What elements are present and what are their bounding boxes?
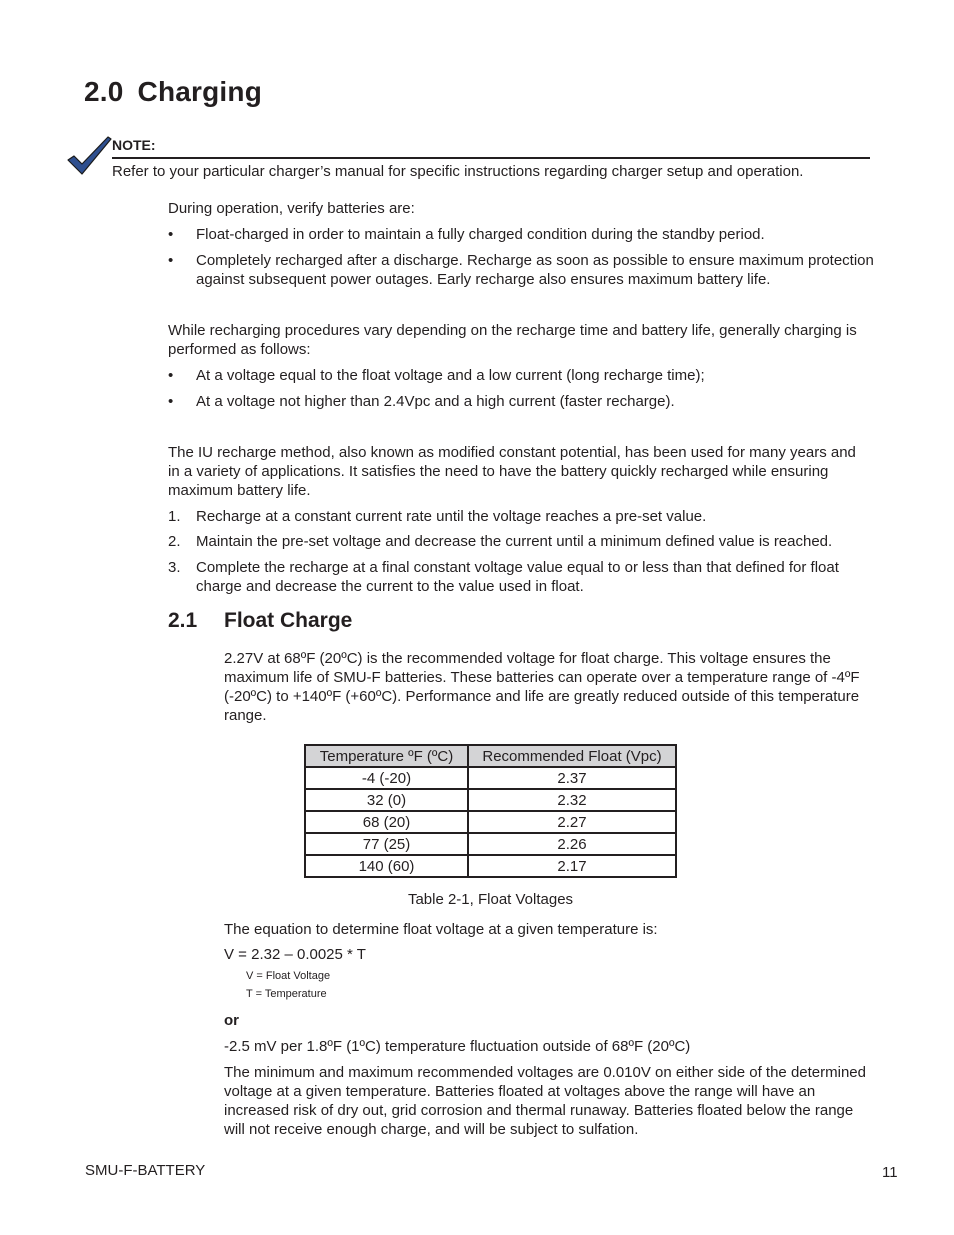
table-cell: 2.17 <box>468 855 676 877</box>
float-intro: 2.27V at 68ºF (20ºC) is the recommended voltage for float charge. This voltage ensures the maximum life of SMU-F batteries. These batteries can operate over a temperature range of -4ºF (-20ºC) to +140ºF (+60ºC). Performance and life are greatly reduced outside of this temperature range. <box>224 650 860 724</box>
subsection-title <box>168 609 352 633</box>
step-number: 1. <box>168 508 181 525</box>
note-text: Refer to your particular charger’s manual for specific instructions regarding charger setup and operation. <box>112 163 804 180</box>
note-divider <box>112 157 870 159</box>
table-header-cell: Recommended Float (Vpc) <box>468 745 676 767</box>
step-number: 2. <box>168 533 181 550</box>
list-item-text: Completely recharged after a discharge. Recharge as soon as possible to ensure maximum protection against subsequent power outages. Early recharge also ensures maximum battery life. <box>196 252 874 288</box>
list-item <box>168 558 878 596</box>
list-item-text: Maintain the pre-set voltage and decrease the current until a minimum defined value is reached. <box>196 533 833 550</box>
list-item <box>168 392 878 411</box>
table-cell: -4 (-20) <box>305 767 468 789</box>
equation-alt: -2.5 mV per 1.8ºF (1ºC) temperature fluctuation outside of 68ºF (20ºC) <box>224 1038 691 1055</box>
table-cell: 2.27 <box>468 811 676 833</box>
list-item-text: Float-charged in order to maintain a fully charged condition during the standby period. <box>196 226 765 243</box>
bullet-marker: • <box>168 226 174 243</box>
step-number: 3. <box>168 559 181 576</box>
iu-lead: The IU recharge method, also known as modified constant potential, has been used for many years and in a variety of applications. It satisfies the need to have the battery quickly recharged while ensuring maximum battery life. <box>168 444 856 499</box>
equation-legend-v: V = Float Voltage <box>246 970 331 982</box>
section-title: Charging <box>137 76 263 107</box>
page-number: 11 <box>882 1164 898 1181</box>
table-header-row <box>305 745 676 767</box>
list-item-text: Complete the recharge at a final constant voltage value equal to or less than that defined for float charge and decrease the current to the value used in float. <box>196 559 839 595</box>
table-row <box>305 789 676 811</box>
float-voltage-table <box>304 744 677 878</box>
equation-or: or <box>224 1012 239 1029</box>
table-row <box>305 833 676 855</box>
table-cell: 140 (60) <box>305 855 468 877</box>
bullet-marker: • <box>168 393 174 410</box>
equation-formula: V = 2.32 – 0.0025 * T <box>224 946 366 963</box>
bullet-marker: • <box>168 252 174 269</box>
list-item <box>168 532 878 551</box>
list-item-text: Recharge at a constant current rate until the voltage reaches a pre-set value. <box>196 508 707 525</box>
footer-doc-id: SMU-F-BATTERY <box>85 1162 206 1179</box>
list-item <box>168 507 878 526</box>
page-title <box>84 76 262 108</box>
list-item <box>168 225 878 244</box>
table-cell: 2.37 <box>468 767 676 789</box>
table-cell: 77 (25) <box>305 833 468 855</box>
bullet-marker: • <box>168 367 174 384</box>
equation-legend-t: T = Temperature <box>246 988 327 1000</box>
table-row <box>305 855 676 877</box>
list-item <box>168 251 878 289</box>
list-item-text: At a voltage not higher than 2.4Vpc and a high current (faster recharge). <box>196 393 675 410</box>
closing-paragraph: The minimum and maximum recommended voltages are 0.010V on either side of the determined voltage at a given temperature. Batteries floated at voltages above the range will have an increased risk of dry out, grid corrosion and thermal runaway. Batteries floated below the range will not receive enough charge, and will be subject to sulfation. <box>224 1064 866 1138</box>
recharge-lead: While recharging procedures vary depending on the recharge time and battery life, generally charging is performed as follows: <box>168 322 857 358</box>
section-number: 2.0 <box>84 76 124 107</box>
table-cell: 68 (20) <box>305 811 468 833</box>
table-row <box>305 767 676 789</box>
table-row <box>305 811 676 833</box>
table-cell: 2.32 <box>468 789 676 811</box>
table-cell: 2.26 <box>468 833 676 855</box>
equation-lead: The equation to determine float voltage at a given temperature is: <box>224 921 658 938</box>
table-caption: Table 2-1, Float Voltages <box>407 891 574 908</box>
table-cell: 32 (0) <box>305 789 468 811</box>
list-item-text: At a voltage equal to the float voltage and a low current (long recharge time); <box>196 367 705 384</box>
checkmark-icon <box>66 136 112 176</box>
subsection-title-text: Float Charge <box>224 609 353 632</box>
subsection-number: 2.1 <box>168 609 198 632</box>
list-item <box>168 366 878 385</box>
intro-lead: During operation, verify batteries are: <box>168 200 415 217</box>
note-label: NOTE: <box>112 137 156 153</box>
table-header-cell: Temperature ºF (ºC) <box>305 745 468 767</box>
